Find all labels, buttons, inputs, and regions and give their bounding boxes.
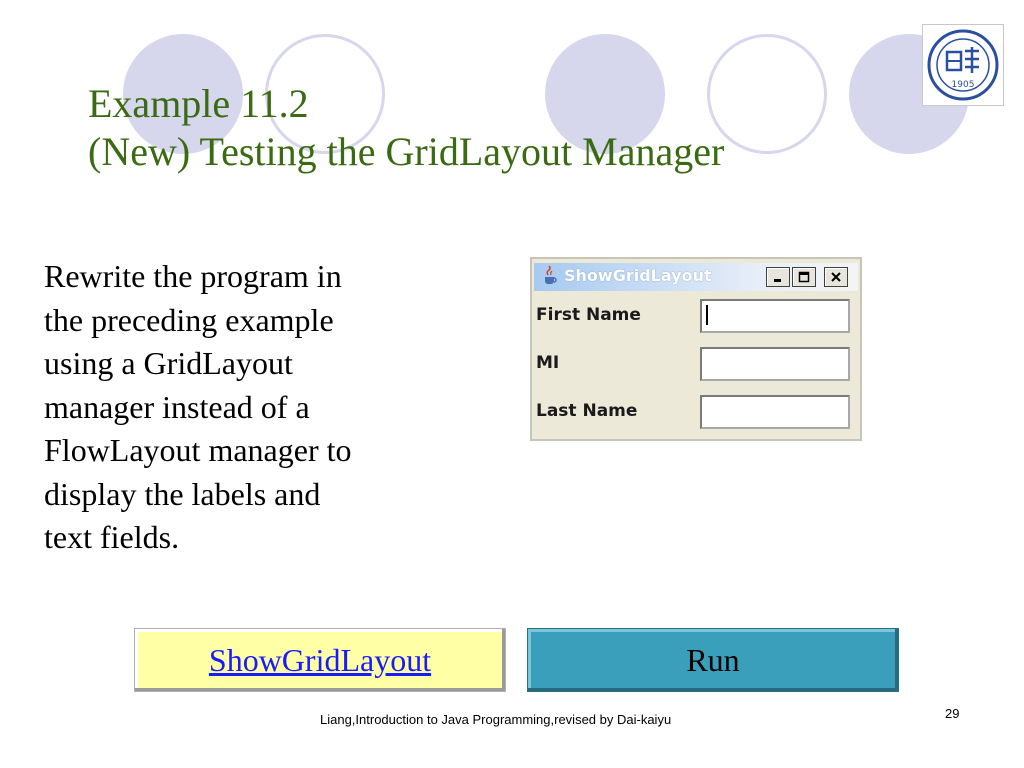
slide-footer: Liang,Introduction to Java Programming,revised by Dai-kaiyu [320, 712, 672, 727]
body-line: Rewrite the program in [44, 258, 342, 294]
form-row-first-name [536, 297, 854, 335]
body-line: text fields. [44, 519, 180, 555]
body-line: the preceding example [44, 301, 334, 338]
body-line: display the labels and [44, 475, 321, 512]
run-button[interactable] [527, 628, 899, 692]
body-line: manager instead of a [44, 388, 310, 425]
first-name-field[interactable] [700, 299, 850, 333]
mi-label: MI [536, 353, 560, 373]
page-number: 29 [945, 706, 960, 721]
slide-title [88, 80, 724, 176]
showgridlayout-link[interactable]: ShowGridLayout [208, 641, 432, 678]
slide-body [44, 255, 454, 560]
university-logo [922, 24, 1004, 106]
showgridlayout-window [530, 257, 862, 441]
body-line: using a GridLayout [44, 345, 293, 381]
logo-year: 1905 [951, 80, 975, 90]
window-titlebar[interactable] [534, 261, 858, 291]
close-button[interactable] [824, 267, 848, 287]
maximize-button[interactable] [792, 267, 816, 287]
run-label: Run [686, 641, 740, 678]
java-cup-icon [540, 266, 560, 286]
last-name-label: Last Name [536, 401, 638, 421]
close-icon [830, 271, 842, 283]
form-row-mi [536, 345, 854, 383]
title-line-1: Example 11.2 [88, 81, 309, 126]
minimize-button[interactable] [766, 267, 790, 287]
minimize-icon [772, 271, 784, 283]
text-caret [706, 305, 708, 325]
window-title: ShowGridLayout [564, 266, 712, 285]
body-line: FlowLayout manager to [44, 432, 352, 468]
title-line-2: (New) Testing the GridLayout Manager [88, 129, 725, 174]
mi-field[interactable] [700, 347, 850, 381]
form-row-last-name [536, 393, 854, 431]
maximize-icon [798, 271, 810, 283]
decor-circle-4 [707, 34, 827, 154]
showgridlayout-link-button[interactable] [134, 628, 506, 692]
first-name-label: First Name [536, 305, 641, 325]
last-name-field[interactable] [700, 395, 850, 429]
